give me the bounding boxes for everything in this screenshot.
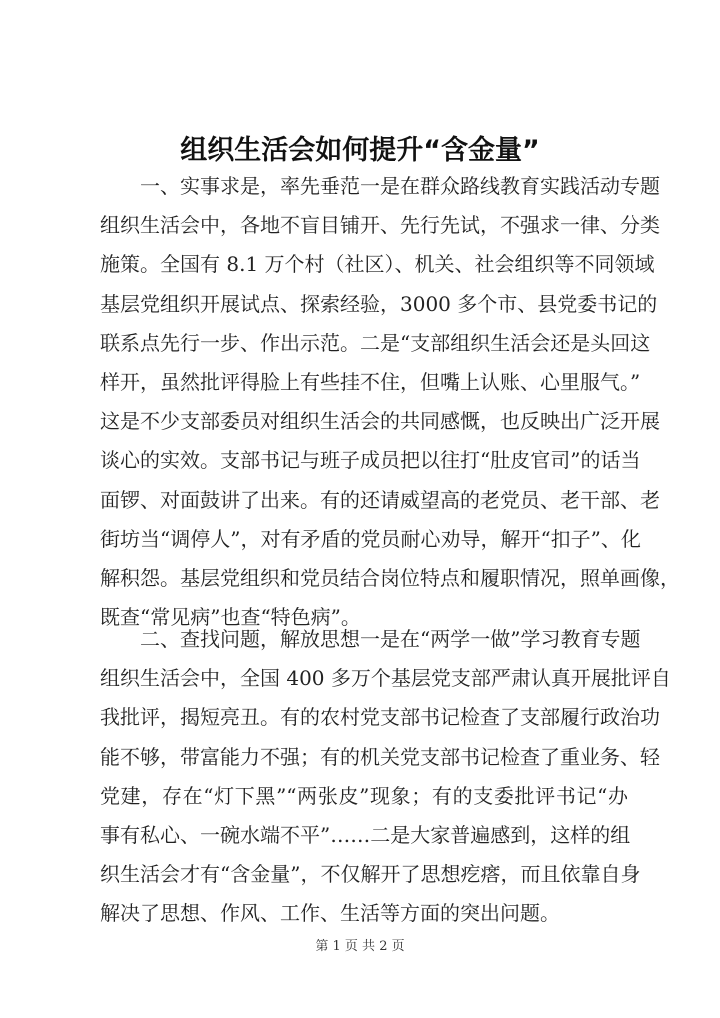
paragraph-line: 组织生活会中，全国 400 多万个基层党支部严肃认真开展批评自 — [100, 666, 671, 691]
paragraph-line: 解积怨。基层党组织和党员结合岗位特点和履职情况，照单画像， — [100, 566, 680, 590]
paragraph-line: 谈心的实效。支部书记与班子成员把以往打“肚皮官司”的话当 — [100, 448, 641, 473]
paragraph-line: 解决了思想、作风、工作、生活等方面的突出问题。 — [100, 901, 560, 926]
paragraph-line: 一、实事求是，率先垂范一是在群众路线教育实践活动专题 — [140, 174, 660, 198]
paragraph-line: 织生活会才有“含金量”，不仅解开了思想疙瘩，而且依靠自身 — [100, 862, 641, 887]
paragraph-line: 施策。全国有 8.1 万个村（社区）、机关、社会组织等不同领域 — [100, 252, 655, 277]
paragraph-line: 二、查找问题，解放思想一是在“两学一做”学习教育专题 — [140, 627, 641, 651]
page-footer: 第 1 页 共 2 页 — [315, 939, 405, 954]
paragraph-line: 这是不少支部委员对组织生活会的共同感慨，也反映出广泛开展 — [100, 409, 660, 434]
paragraph-line: 街坊当“调停人”，对有矛盾的党员耐心劝导，解开“扣子”、化 — [100, 526, 641, 551]
paragraph-line: 既查“常见病”也查“特色病”。 — [100, 605, 361, 630]
paragraph-line: 组织生活会中，各地不盲目铺开、先行先试，不强求一律、分类 — [100, 213, 660, 238]
paragraph-line: 能不够，带富能力不强；有的机关党支部书记检查了重业务、轻 — [100, 744, 660, 769]
paragraph-line: 联系点先行一步、作出示范。二是“支部组织生活会还是头回这 — [100, 330, 651, 355]
paragraph-line: 样开，虽然批评得脸上有些挂不住，但嘴上认账、心里服气。” — [100, 370, 641, 394]
document-title: 组织生活会如何提升“含金量” — [180, 135, 540, 166]
paragraph-line: 面锣、对面鼓讲了出来。有的还请威望高的老党员、老干部、老 — [100, 487, 660, 512]
paragraph-line: 基层党组织开展试点、探索经验，3000 多个市、县党委书记的 — [100, 291, 658, 316]
paragraph-line: 党建，存在“灯下黑”“两张皮”现象；有的支委批评书记“办 — [100, 783, 628, 808]
paragraph-line: 我批评，揭短亮丑。有的农村党支部书记检查了支部履行政治功 — [100, 705, 660, 730]
paragraph-line: 事有私心、一碗水端不平”……二是大家普遍感到，这样的组 — [100, 823, 631, 847]
